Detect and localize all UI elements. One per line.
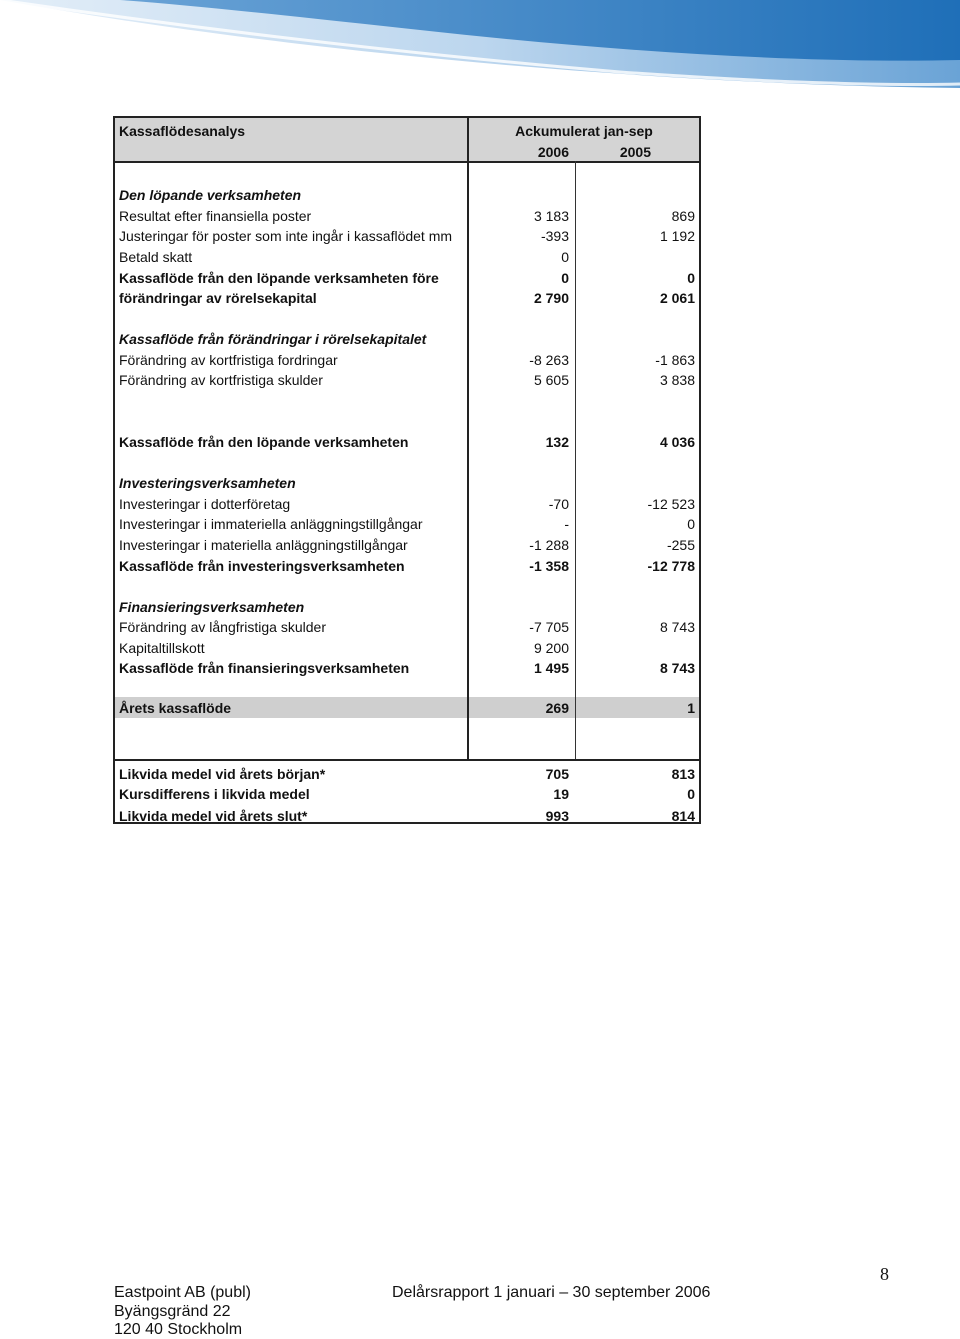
table-row: Investeringar i materiella anläggningstillgångar -1 288 -255	[119, 537, 695, 553]
table-row: Kursdifferens i likvida medel 19 0	[119, 786, 695, 802]
table-row: Justeringar för poster som inte ingår i kassaflödet mm -393 1 192	[119, 228, 695, 244]
footer-city: 120 40 Stockholm	[114, 1321, 243, 1338]
table-row: Förändring av kortfristiga skulder 5 605 3 838	[119, 372, 695, 388]
table-row: Kassaflöde från förändringar i rörelsekapitalet	[119, 331, 427, 347]
table-row: Resultat efter finansiella poster 3 183 869	[119, 208, 695, 224]
table-row: Betald skatt 0	[119, 249, 569, 265]
header-swoosh-graphic	[0, 0, 960, 100]
closing-section-divider	[115, 759, 699, 761]
year-2006-header: 2006	[537, 144, 569, 160]
table-row: Den löpande verksamheten	[119, 187, 302, 203]
table-row: Kassaflöde från investeringsverksamheten -1 358 -12 778	[119, 558, 695, 574]
table-row: Investeringsverksamheten	[119, 475, 296, 491]
table-row: Kassaflöde från den löpande verksamheten före 0 0	[119, 270, 695, 286]
table-row: Likvida medel vid årets början* 705 813	[119, 766, 695, 782]
footer-report-title: Delårsrapport 1 januari – 30 september 2006	[392, 1284, 711, 1301]
page-number: 8	[880, 1264, 889, 1284]
header-divider	[115, 161, 699, 163]
table-row: Kassaflöde från den löpande verksamheten 132 4 036	[119, 434, 695, 450]
year-2005-header: 2005	[619, 144, 651, 160]
period-header: Ackumulerat jan-sep	[515, 123, 653, 139]
cash-flow-table	[113, 116, 701, 824]
table-row: Kapitaltillskott 9 200	[119, 640, 569, 656]
footer-company: Eastpoint AB (publ)	[114, 1284, 251, 1301]
table-row: Kassaflöde från finansieringsverksamheten 1 495 8 743	[119, 660, 695, 676]
table-row: Investeringar i dotterföretag -70 -12 523	[119, 496, 695, 512]
table-row: Finansieringsverksamheten	[119, 599, 305, 615]
table-row: förändringar av rörelsekapital 2 790 2 061	[119, 290, 695, 306]
table-row: Likvida medel vid årets slut* 993 814	[119, 808, 695, 824]
table-row: Årets kassaflöde 269 1	[119, 700, 695, 716]
table-title: Kassaflödesanalys	[119, 123, 246, 139]
table-row: Förändring av kortfristiga fordringar -8 263 -1 863	[119, 352, 695, 368]
table-row: Förändring av långfristiga skulder -7 705 8 743	[119, 619, 695, 635]
table-row: Investeringar i immateriella anläggningstillgångar - 0	[119, 516, 695, 532]
footer-street: Byängsgränd 22	[114, 1303, 231, 1320]
